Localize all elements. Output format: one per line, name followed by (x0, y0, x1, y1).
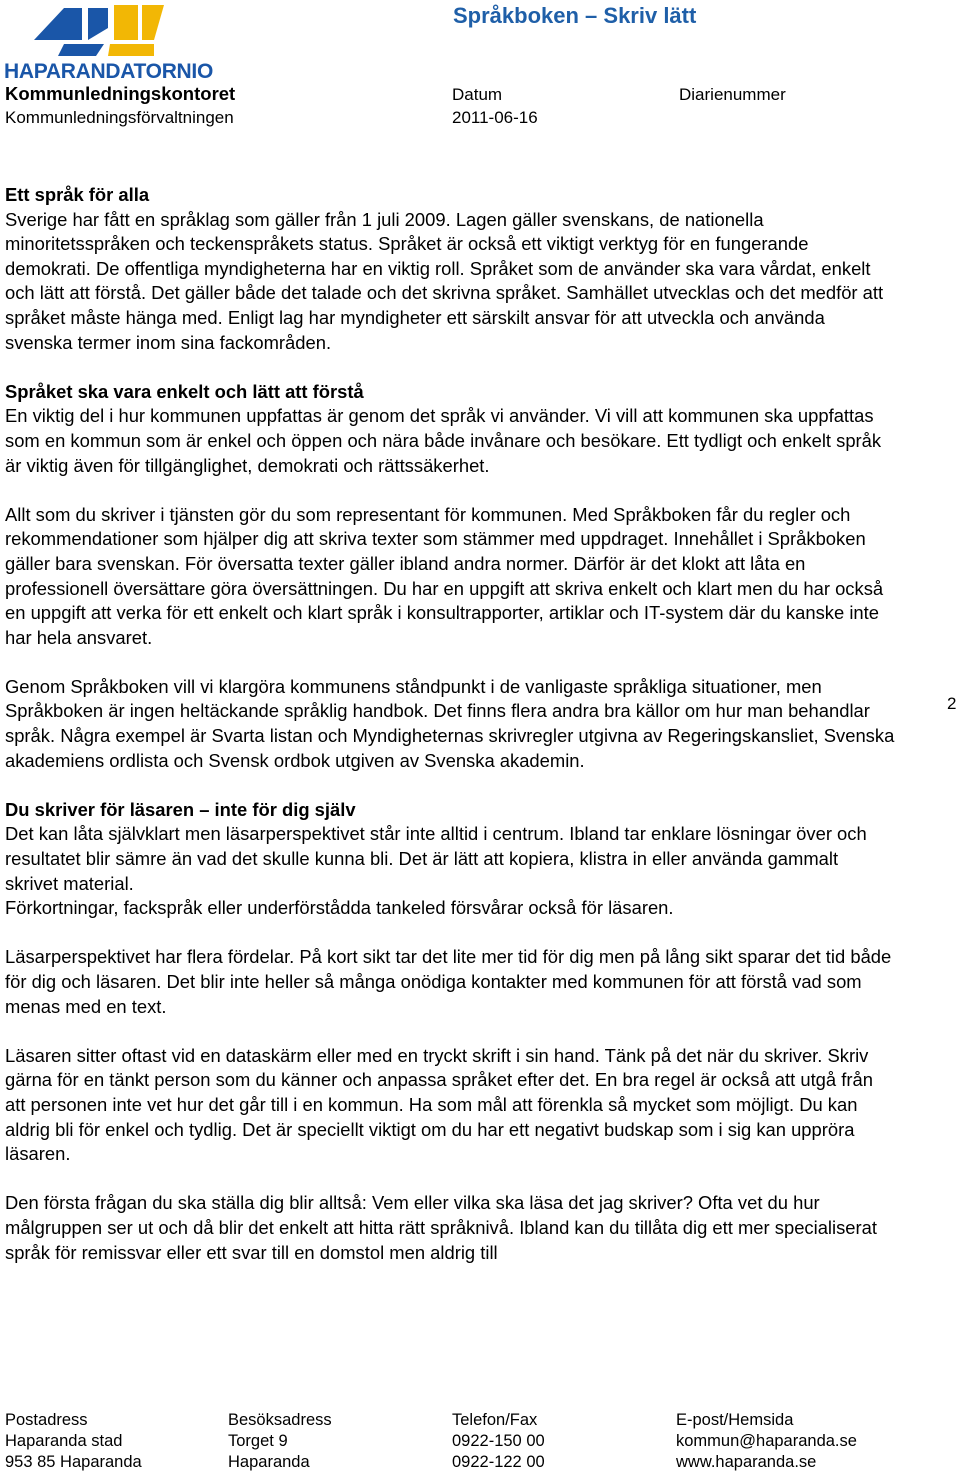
paragraph: Läsaren sitter oftast vid en dataskärm eller med en tryckt skrift i sin hand. Tänk på det när du skriver. Skriv gärna för en tänkt person som du känner och anpassa språket efter det. En bra regel är också att utgå från att personen inte vet hur det går till i en kommun. Ha som mål att förenkla så mycket som möjligt. Du kan aldrig bli för enkel och tydlig. Det är speciellt viktigt om du har ett negativt budskap som i sig kan uppröra läsaren. (5, 1044, 873, 1165)
logo-emblem-icon (34, 5, 164, 56)
page-number: 2 (947, 694, 957, 713)
footer-email[interactable]: kommun@haparanda.se (676, 1432, 857, 1450)
footer-label: Postadress (5, 1411, 88, 1429)
footer-label: E-post/Hemsida (676, 1411, 794, 1429)
footer-visit (228, 1410, 332, 1473)
paragraph: Genom Språkboken vill vi klargöra kommunens ståndpunkt i de vanligaste språkliga situationer, men Språkboken är ingen heltäckande språklig handbok. Det finns flera andra bra källor om hur man behandlar språk. Några exempel är Svarta listan och Myndigheternas skrivregler utgivna av Regeringskansliet, Svenska akademiens ordlista och Svensk ordbok utgiven av Svenska akademin. (5, 675, 895, 771)
administration-name: Kommunledningsförvaltningen (5, 108, 234, 127)
footer-value: 0922-150 00 (452, 1432, 545, 1450)
paragraph: En viktig del i hur kommunen uppfattas är genom det språk vi använder. Vi vill att kommunen ska uppfattas som en kommun som är enkel och öppen och nära både invånare och besökare. Ett tydligt och enkelt språk är viktig även för tillgänglighet, demokrati och rättssäkerhet. (5, 405, 882, 476)
footer-value: Torget 9 (228, 1432, 288, 1450)
footer-label: Besöksadress (228, 1411, 332, 1429)
paragraph: Läsarperspektivet har flera fördelar. På kort sikt tar det lite mer tid för dig men på lång sikt sparar det tid både för dig och läsaren. Det blir inte heller så många onödiga kontakter med kommunen för att förstå vad som menas med en text. (5, 946, 892, 1017)
document-title: Språkboken – Skriv lätt (453, 3, 697, 28)
footer-web (676, 1410, 857, 1473)
paragraph: Det kan låta självklart men läsarperspektivet står inte alltid i centrum. Ibland tar enklare lösningar över och resultatet blir sämre än vad det skulle kunna bli. Det är lätt att kopiera, klistra in eller använda gammalt skrivet material. (5, 823, 867, 894)
date-value: 2011-06-16 (452, 108, 538, 127)
footer-value: Haparanda stad (5, 1432, 123, 1450)
footer-label: Telefon/Fax (452, 1411, 538, 1429)
document-body (5, 183, 895, 1265)
logo-wordmark: HAPARANDATORNIO (4, 60, 213, 83)
paragraph: Den första frågan du ska ställa dig blir alltså: Vem eller vilka ska läsa det jag skriver? Ofta vet du hur målgruppen ser ut och då blir det enkelt att hitta rätt språknivå. Ibland kan du tillåta dig ett mer specialiserat språk för remissvar eller ett svar till en domstol men aldrig till (5, 1192, 877, 1263)
footer-value: 0922-122 00 (452, 1453, 545, 1471)
date-label: Datum (452, 85, 503, 104)
footer-website-link[interactable]: www.haparanda.se (676, 1453, 817, 1471)
section-heading: Språket ska vara enkelt och lätt att förstå (5, 380, 364, 402)
section-heading: Du skriver för läsaren – inte för dig själv (5, 798, 356, 820)
paragraph: Allt som du skriver i tjänsten gör du som representant för kommunen. Med Språkboken får du regler och rekommendationer som hjälper dig att skriva texter som stämmer med uppdraget. Innehållet i Språkboken gäller bara svenskan. För översatta texter gäller ibland andra normer. Därför är det klokt att låta en professionell översättare göra översättningen. Du har en uppgift att skriva enkelt och klart men du har också en uppgift att verka för ett enkelt och klart språk i konsultrapporter, artiklar och IT-system där du kanske inte har hela ansvaret. (5, 503, 884, 648)
office-name: Kommunledningskontoret (5, 83, 236, 104)
paragraph: Förkortningar, fackspråk eller underförstådda tankeled försvårar också för läsaren. (5, 897, 674, 919)
footer-value: Haparanda (228, 1453, 310, 1471)
footer-value: 953 85 Haparanda (5, 1453, 142, 1471)
footer-postal (5, 1410, 142, 1473)
section-heading: Ett språk för alla (5, 184, 150, 205)
footer-phone (452, 1410, 545, 1473)
paragraph: Sverige har fått en språklag som gäller från 1 juli 2009. Lagen gäller svenskans, de nationella minoritetsspråken och teckenspråkets status. Språket är också ett viktigt verktyg för en fungerande demokrati. De offentliga myndigheterna har en viktig roll. Språket som de använder ska vara vårdat, enkelt och lätt att förstå. Det gäller både det talade och det skrivna språket. Samhället utvecklas och det medför att språket måste hänga med. Enligt lag har myndigheter ett särskilt ansvar för att utveckla och använda svenska termer inom sina fackområden. (5, 208, 884, 353)
diary-number-label: Diarienummer (679, 85, 786, 104)
